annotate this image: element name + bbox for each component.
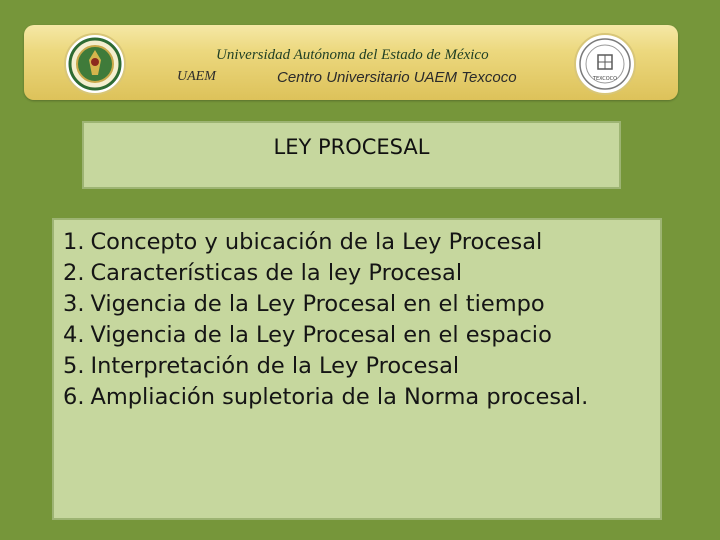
list-item-text: Vigencia de la Ley Procesal en el espacio [90, 322, 552, 348]
university-name: Universidad Autónoma del Estado de México [216, 47, 489, 63]
list-item-text: Características de la ley Procesal [90, 260, 463, 286]
cu-texcoco-seal-icon [574, 33, 636, 95]
list-item-number: 4. [63, 322, 85, 348]
page-title: LEY PROCESAL [273, 135, 430, 159]
list-item [63, 382, 647, 413]
header-banner [24, 25, 678, 100]
list-item-number: 2. [63, 260, 85, 286]
list-item [63, 289, 647, 320]
list-item [63, 351, 647, 382]
list-item-number: 6. [63, 384, 85, 410]
list-item-text: Ampliación supletoria de la Norma procesal. [90, 384, 589, 410]
list-item-text: Vigencia de la Ley Procesal en el tiempo [90, 291, 545, 317]
seal-text: TEXCOCO [592, 76, 618, 82]
list-item-number: 3. [63, 291, 85, 317]
list-item-number: 1. [63, 229, 85, 255]
uaem-crest-icon [64, 33, 126, 95]
list-item-number: 5. [63, 353, 85, 379]
list-item [63, 227, 647, 258]
topic-list [63, 227, 647, 413]
campus-name: Centro Universitario UAEM Texcoco [277, 69, 517, 86]
list-item [63, 320, 647, 351]
content-box [52, 218, 662, 520]
title-box [82, 121, 621, 189]
list-item-text: Interpretación de la Ley Procesal [90, 353, 460, 379]
list-item-text: Concepto y ubicación de la Ley Procesal [90, 229, 543, 255]
university-abbreviation: UAEM [177, 69, 216, 84]
list-item [63, 258, 647, 289]
